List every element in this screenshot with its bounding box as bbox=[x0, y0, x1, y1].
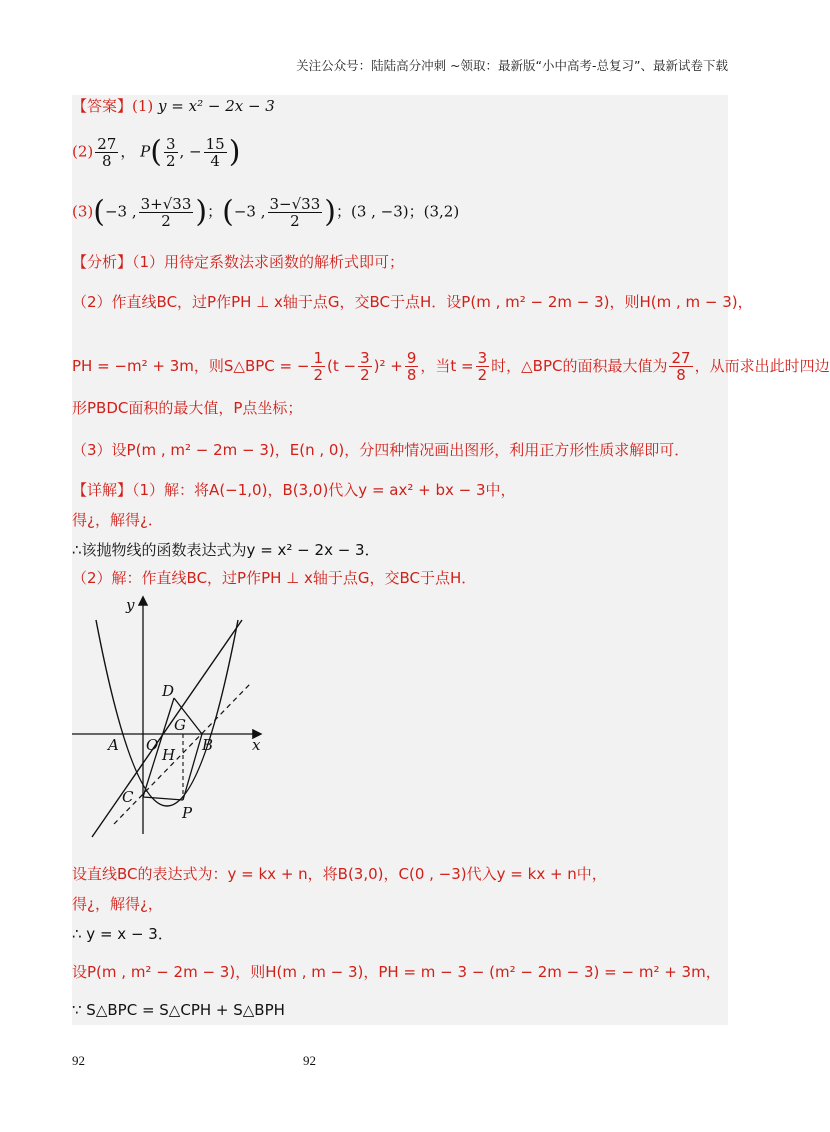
detail-line-6: 得¿，解得¿， bbox=[72, 895, 163, 913]
analysis-tag: 【分析】 bbox=[72, 253, 133, 271]
page-header: 关注公众号：陆陆高分冲刺 ~领取：最新版“小中高考-总复习”、最新试卷下载 bbox=[296, 58, 728, 73]
answer-p2-frac: $\frac{27}{8}$ bbox=[97, 135, 117, 170]
label-o: O bbox=[146, 736, 159, 754]
detail-line-2: 得¿，解得¿． bbox=[72, 511, 163, 529]
analysis-line-5: （3）设P(m , m² − 2m − 3)，E(n , 0)，分四种情况画出图形，利用正方形性质求解即可． bbox=[72, 441, 690, 459]
detail-line-3: ∴该抛物线的函数表达式为y = x² − 2x − 3． bbox=[72, 541, 380, 559]
answer-line-1 bbox=[72, 96, 275, 116]
dashed-line bbox=[114, 684, 250, 824]
label-g: G bbox=[174, 716, 186, 734]
detail-line-7: ∴ y = x − 3． bbox=[72, 925, 173, 943]
label-x: x bbox=[252, 736, 261, 754]
analysis-line-2: （2）作直线BC，过P作PH ⊥ x轴于点G，交BC于点H．设P(m , m² − 2m − 3)，则H(m , m − 3)， bbox=[72, 293, 753, 311]
analysis-frac-t: $\frac{3}{2}$ bbox=[477, 349, 488, 384]
analysis-frac-half: $\frac{1}{2}$ bbox=[313, 349, 323, 384]
analysis-line-1: 【分析】（1）用待定系数法求函数的解析式即可； bbox=[72, 253, 405, 271]
label-y: y bbox=[126, 596, 135, 614]
answer-p2-x: $\frac{3}{2}$ bbox=[165, 135, 176, 170]
analysis-line-3: PH = −m² + 3m，则S△BPC = − $\frac{1}{2}$ (t − $\frac{3}{2}$ )² + $\frac{9}{8}$ ，当t = $\frac{3}{2}$ 时，△BPC的面积最大值为 $\frac{27}{8}$ ，从而求出此时四边 bbox=[72, 349, 830, 384]
analysis-frac-3-2: $\frac{3}{2}$ bbox=[360, 349, 370, 384]
segment-cp bbox=[143, 797, 183, 800]
label-a: A bbox=[108, 736, 119, 754]
detail-line-1: 【详解】（1）解：将A(−1,0)，B(3,0)代入y = ax² + bx − 3中， bbox=[72, 481, 516, 499]
label-h: H bbox=[162, 746, 176, 764]
detail-line-9: ∵ S△BPC = S△CPH + S△BPH bbox=[72, 1001, 285, 1019]
analysis-frac-9-8: $\frac{9}{8}$ bbox=[406, 349, 417, 384]
parabola-curve bbox=[96, 620, 238, 806]
detail-line-5: 设直线BC的表达式为：y = kx + n，将B(3,0)，C(0 , −3)代入y = kx + n中， bbox=[72, 865, 607, 883]
answer-line-2: (2) $\frac{27}{8}$ ， P( $\frac{3}{2}$ , − $\frac{15}{4}$ ) bbox=[72, 134, 241, 170]
page-number-center: 92 bbox=[303, 1053, 316, 1068]
answer-p2-y: $\frac{15}{4}$ bbox=[205, 135, 225, 170]
line-bc bbox=[92, 620, 242, 837]
label-d: D bbox=[162, 682, 175, 700]
label-c: C bbox=[122, 788, 134, 806]
answer-p3-frac-1: $\frac{3+√33}{2}$ bbox=[140, 195, 192, 230]
label-b: B bbox=[202, 736, 214, 754]
label-p: P bbox=[182, 804, 193, 822]
answer-p3-label: (3) bbox=[72, 202, 94, 221]
analysis-frac-27-8: $\frac{27}{8}$ bbox=[671, 349, 691, 384]
answer-p3-frac-2: $\frac{3-√33}{2}$ bbox=[269, 195, 321, 230]
analysis-line-4: 形PBDC面积的最大值，P点坐标； bbox=[72, 399, 303, 417]
answer-tag: 【答案】 bbox=[72, 97, 133, 115]
content-panel bbox=[72, 95, 728, 1025]
detail-line-4: （2）解：作直线BC，过P作PH ⊥ x轴于点G，交BC于点H． bbox=[72, 569, 477, 587]
page-number-left: 92 bbox=[72, 1053, 85, 1068]
answer-p1-label: (1) bbox=[132, 97, 154, 115]
detail-tag: 【详解】 bbox=[72, 481, 133, 499]
answer-p2-point: P bbox=[140, 142, 151, 161]
detail-line-8: 设P(m , m² − 2m − 3)，则H(m , m − 3)，PH = m − 3 − (m² − 2m − 3) = − m² + 3m， bbox=[72, 963, 721, 981]
parabola-figure bbox=[72, 592, 272, 842]
answer-p2-label: (2) bbox=[72, 142, 94, 161]
answer-p1-expr: y = x² − 2x − 3 bbox=[158, 97, 275, 115]
answer-line-3: (3)(−3 , $\frac{3+√33}{2}$ )；(−3 , $\frac{3-√33}{2}$ )；(3 , −3)；(3,2) bbox=[72, 194, 460, 230]
